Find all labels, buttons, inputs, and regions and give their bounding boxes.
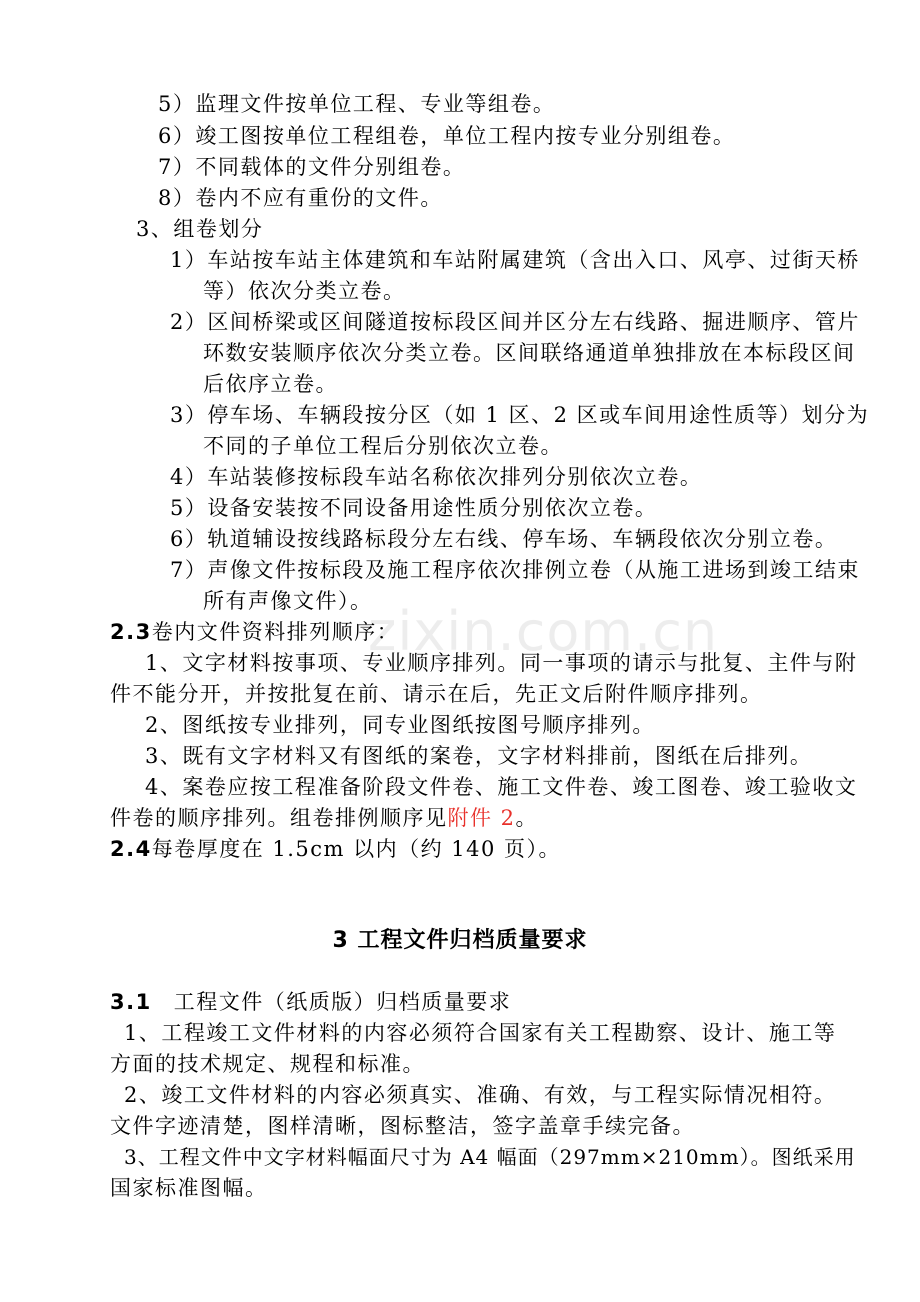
list-item-cont: 所有声像文件）。 — [203, 589, 373, 613]
paragraph-cont: 文件字迹清楚，图样清晰，图标整洁，签字盖章手续完备。 — [110, 1114, 695, 1138]
section-title: 卷内文件资料排列顺序： — [151, 620, 400, 644]
paragraph-cont: 件不能分开，并按批复在前、请示在后，先正文后附件顺序排列。 — [110, 682, 763, 706]
list-item: 7）不同载体的文件分别组卷。 — [158, 155, 466, 179]
paragraph-cont: 方面的技术规定、规程和标准。 — [110, 1052, 425, 1076]
list-item: 6）竣工图按单位工程组卷，单位工程内按专业分别组卷。 — [158, 124, 736, 148]
section-number: 3.1 — [110, 990, 152, 1014]
list-item: 6）轨道辅设按线路标段分左右线、停车场、车辆段依次分别立卷。 — [170, 527, 838, 551]
section-title: 每卷厚度在 1.5cm 以内（约 140 页）。 — [151, 837, 562, 861]
paragraph-cont: 国家标准图幅。 — [110, 1176, 268, 1200]
paragraph: 4、案卷应按工程准备阶段文件卷、施工文件卷、竣工图卷、竣工验收文 — [145, 775, 858, 799]
paragraph-tail: 。 — [515, 806, 539, 830]
watermark: zixin.com.cn — [368, 600, 719, 663]
section-heading-2-4 — [110, 834, 561, 864]
list-item-cont: 等）依次分类立卷。 — [203, 279, 406, 303]
chapter-title: 3 工程文件归档质量要求 — [332, 928, 588, 953]
paragraph: 1、工程竣工文件材料的内容必须符合国家有关工程勘察、设计、施工等 — [124, 1021, 837, 1045]
section-heading-2-3 — [110, 617, 399, 647]
section-title: 工程文件（纸质版）归档质量要求 — [173, 990, 512, 1014]
list-item: 4）车站装修按标段车站名称依次排列分别依次立卷。 — [170, 465, 703, 489]
list-item: 1）车站按车站主体建筑和车站附属建筑（含出入口、风亭、过街天桥 — [170, 248, 860, 272]
paragraph: 2、竣工文件材料的内容必须真实、准确、有效，与工程实际情况相符。 — [124, 1083, 837, 1107]
list-item: 7）声像文件按标段及施工程序依次排例立卷（从施工进场到竣工结束 — [170, 558, 860, 582]
list-item-cont: 环数安装顺序依次分类立卷。区间联络通道单独排放在本标段区间 — [203, 341, 856, 365]
paragraph: 3、既有文字材料又有图纸的案卷，文字材料排前，图纸在后排列。 — [145, 744, 813, 768]
list-item: 8）卷内不应有重份的文件。 — [158, 186, 443, 210]
list-item-cont: 后依序立卷。 — [203, 372, 338, 396]
list-item: 2）区间桥梁或区间隧道按标段区间并区分左右线路、掘进顺序、管片 — [170, 310, 860, 334]
paragraph: 2、图纸按专业排列，同专业图纸按图号顺序排列。 — [145, 713, 655, 737]
section-heading-3-1 — [110, 987, 511, 1017]
paragraph: 3、工程文件中文字材料幅面尺寸为 A4 幅面（297mm×210mm）。图纸采用 — [124, 1145, 856, 1169]
section-number: 2.4 — [110, 837, 152, 861]
list-item-cont: 不同的子单位工程后分别依次立卷。 — [203, 434, 563, 458]
section-number: 2.3 — [110, 620, 152, 644]
paragraph: 1、文字材料按事项、专业顺序排列。同一事项的请示与批复、主件与附 — [145, 651, 858, 675]
paragraph-text: 件卷的顺序排列。组卷排例顺序见 — [110, 806, 448, 830]
list-item: 5）设备安装按不同设备用途性质分别依次立卷。 — [170, 496, 658, 520]
subheading: 3、组卷划分 — [136, 217, 264, 241]
paragraph-cont — [110, 803, 538, 833]
list-item: 3）停车场、车辆段按分区（如 1 区、2 区或车间用途性质等）划分为 — [170, 403, 870, 427]
appendix-link[interactable]: 附件 2 — [447, 806, 516, 830]
list-item: 5）监理文件按单位工程、专业等组卷。 — [158, 92, 556, 116]
